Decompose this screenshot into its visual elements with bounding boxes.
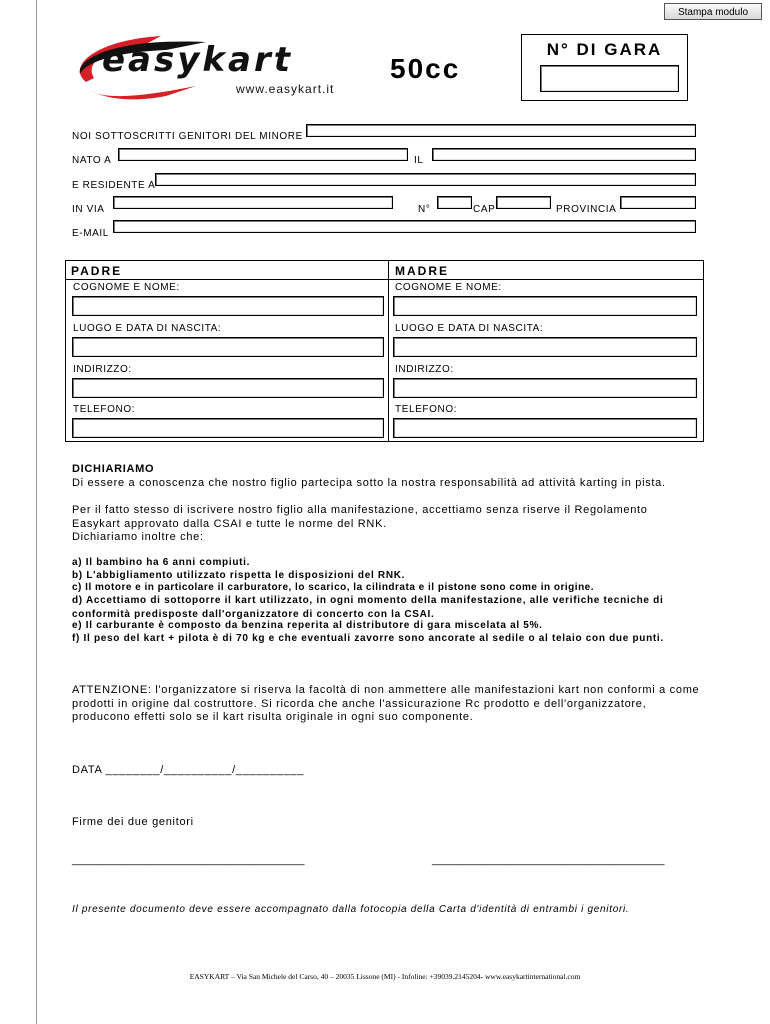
declaration-item-a: a) Il bambino ha 6 anni compiuti. (72, 557, 251, 568)
birthdate-field[interactable] (432, 148, 696, 161)
mother-phone-field[interactable] (393, 418, 697, 438)
footer-address: EASYKART – Via San Michele del Carso, 40 – 20035 Lissone (MI) - Infoline: +39039.2145204- www.easykartinternational.com (189, 972, 581, 981)
declaration-item-e: e) Il carburante è composto da benzina reperita al distributore di gara miscelata al 5%. (72, 620, 543, 631)
street-label: IN VIA (72, 204, 105, 215)
signatures-label: Firme dei due genitori (72, 816, 194, 828)
document-note: Il presente documento deve essere accompagnato dalla fotocopia della Carta d'identità di entrambi i genitori. (72, 904, 630, 915)
mother-birth-label: LUOGO E DATA DI NASCITA: (395, 323, 544, 334)
declaration-paragraph-2: Per il fatto stesso di iscrivere nostro figlio alla manifestazione, accettiamo senza riserve il Regolamento Easykart approvato dalla CSAI e tutte le norme del RNK. (72, 504, 648, 530)
logo-brand-text: easykart (102, 40, 293, 80)
parents-header-line (66, 279, 703, 280)
street-number-field[interactable] (437, 196, 472, 209)
mother-name-label: COGNOME E NOME: (395, 282, 502, 293)
mother-phone-label: TELEFONO: (395, 404, 458, 415)
declaration-item-d: d) Accettiamo di sottoporre il kart utilizzato, in ogni momento della manifestazione, alle verifiche tecniche di conformità predisposte dall'organizzatore di concerto con la CSAI. (72, 595, 664, 620)
father-name-field[interactable] (72, 296, 384, 316)
attention-paragraph: ATTENZIONE: l'organizzatore si riserva la facoltà di non ammettere alle manifestazioni kart non conformi a come prodotti in origine dal costruttore. Si ricorda che anche l'assicurazione Rc prodotto e dell'organizzatore, producono effetti solo se il kart risulta originale in ogni suo componente. (72, 684, 700, 723)
print-form-button[interactable]: Stampa modulo (664, 3, 762, 20)
race-number-box (521, 34, 688, 101)
mother-title: MADRE (395, 264, 449, 278)
mother-birth-field[interactable] (393, 337, 697, 357)
province-field[interactable] (620, 196, 696, 209)
declaration-paragraph-1: Di essere a conoscenza che nostro figlio partecipa sotto la nostra responsabilità ad attività karting in pista. (72, 477, 666, 489)
province-label: PROVINCIA (556, 204, 617, 215)
race-number-field[interactable] (540, 65, 679, 92)
father-phone-field[interactable] (72, 418, 384, 438)
mother-address-label: INDIRIZZO: (395, 364, 454, 375)
minor-name-field[interactable] (306, 124, 696, 137)
declaration-paragraph-3: Dichiariamo inoltre che: (72, 531, 204, 543)
page-margin-line (36, 0, 37, 1024)
born-label: NATO A (72, 155, 112, 166)
father-title: PADRE (71, 264, 123, 278)
father-address-label: INDIRIZZO: (73, 364, 132, 375)
birthdate-label: IL (414, 155, 424, 166)
parents-label: NOI SOTTOSCRITTI GENITORI DEL MINORE (72, 131, 303, 142)
logo-website: www.easykart.it (236, 82, 335, 96)
signature-line-mother: ______________________________________ (432, 854, 665, 866)
parents-table (65, 260, 704, 442)
declaration-title: DICHIARIAMO (72, 463, 155, 475)
declaration-item-c: c) Il motore e in particolare il carburatore, lo scarico, la cilindrata e il pistone sono come in origine. (72, 582, 595, 593)
resident-label: E RESIDENTE A (72, 180, 156, 191)
father-name-label: COGNOME E NOME: (73, 282, 180, 293)
father-phone-label: TELEFONO: (73, 404, 136, 415)
race-number-label: N° DI GARA (546, 40, 663, 59)
signature-line-father: ______________________________________ (72, 854, 305, 866)
mother-address-field[interactable] (393, 378, 697, 398)
declaration-item-f: f) Il peso del kart + pilota è di 70 kg e che eventuali zavorre sono ancorate al sedile o al telaio con due punti. (72, 633, 664, 644)
parents-table-divider (388, 261, 389, 441)
class-label: 50cc (390, 53, 461, 84)
easykart-logo (66, 30, 356, 102)
email-label: E-MAIL (72, 228, 109, 239)
father-birth-label: LUOGO E DATA DI NASCITA: (73, 323, 222, 334)
declaration-item-b: b) L'abbigliamento utilizzato rispetta le disposizioni del RNK. (72, 570, 406, 581)
cap-label: CAP (473, 204, 496, 215)
father-address-field[interactable] (72, 378, 384, 398)
date-line: DATA ________/__________/__________ (72, 764, 305, 776)
residence-field[interactable] (155, 173, 696, 186)
street-field[interactable] (113, 196, 393, 209)
birthplace-field[interactable] (118, 148, 408, 161)
cap-field[interactable] (496, 196, 551, 209)
father-birth-field[interactable] (72, 337, 384, 357)
street-number-label: N° (418, 204, 431, 215)
mother-name-field[interactable] (393, 296, 697, 316)
email-field[interactable] (113, 220, 696, 233)
